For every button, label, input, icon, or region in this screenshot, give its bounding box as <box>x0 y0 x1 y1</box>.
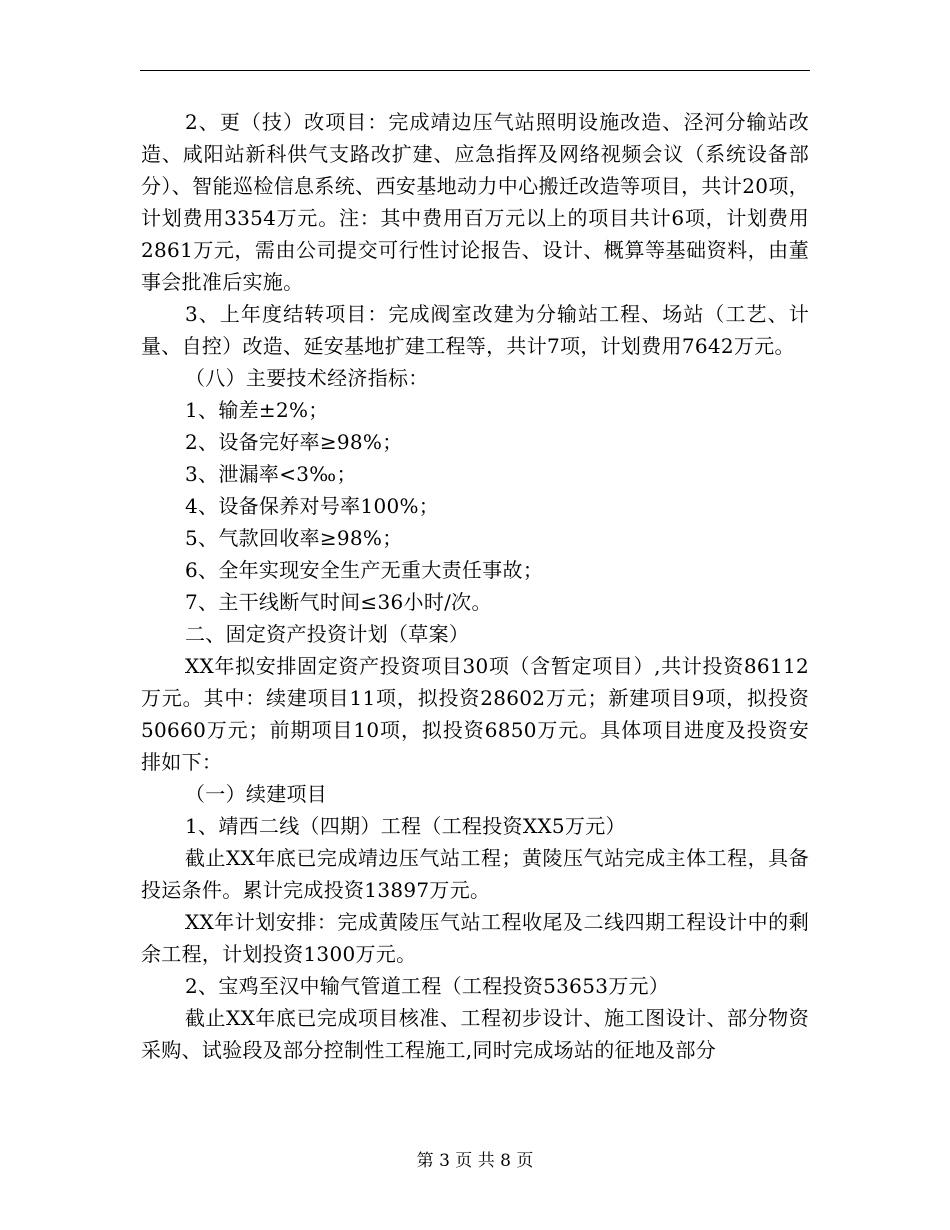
list-item-indicator-1: 1、输差±2%； <box>185 398 329 422</box>
paragraph-investment-summary: XX年拟安排固定资产投资项目30项（含暂定项目）,共计投资86112万元。其中：续建项目11项，拟投资28602万元；新建项目9项，拟投资50660万元；前期项目10项，拟投资6850万元。具体项目进度及投资安排如下： <box>141 654 809 774</box>
list-item-indicator-5: 5、气款回收率≥98%； <box>185 526 403 550</box>
header-rule <box>140 70 810 71</box>
list-item-indicator-7: 7、主干线断气时间≤36小时/次。 <box>185 590 492 614</box>
list-item-indicator-4: 4、设备保养对号率100%； <box>185 494 440 518</box>
paragraph-carryover-projects: 3、上年度结转项目：完成阀室改建为分输站工程、场站（工艺、计量、自控）改造、延安基地扩建工程等，共计7项，计划费用7642万元。 <box>141 302 809 358</box>
project-heading-baoji-hanzhong: 2、宝鸡至汉中输气管道工程（工程投资53653万元） <box>185 974 670 998</box>
paragraph-renovation-projects: 2、更（技）改项目：完成靖边压气站照明设施改造、泾河分输站改造、咸阳站新科供气支路改扩建、应急指挥及网络视频会议（系统设备部分）、智能巡检信息系统、西安基地动力中心搬迁改造等项目，共计20项，计划费用3354万元。注：其中费用百万元以上的项目共计6项，计划费用2861万元，需由公司提交可行性讨论报告、设计、概算等基础资料，由董事会批准后实施。 <box>141 110 809 294</box>
list-item-indicator-3: 3、泄漏率<3‰； <box>185 462 357 486</box>
project-heading-jingxi-line: 1、靖西二线（四期）工程（工程投资XX5万元） <box>185 814 626 838</box>
section-heading-indicators: （八）主要技术经济指标： <box>185 366 429 390</box>
page-number-footer: 第 3 页 共 8 页 <box>416 1151 534 1171</box>
paragraph-jingxi-progress: 截止XX年底已完成靖边压气站工程；黄陵压气站完成主体工程，具备投运条件。累计完成投资13897万元。 <box>141 846 809 902</box>
paragraph-baoji-progress: 截止XX年底已完成项目核准、工程初步设计、施工图设计、部分物资采购、试验段及部分控制性工程施工,同时完成场站的征地及部分 <box>141 1006 809 1062</box>
paragraph-jingxi-plan: XX年计划安排：完成黄陵压气站工程收尾及二线四期工程设计中的剩余工程，计划投资1300万元。 <box>141 910 809 966</box>
section-heading-fixed-assets: 二、固定资产投资计划（草案） <box>185 622 470 646</box>
list-item-indicator-6: 6、全年实现安全生产无重大责任事故； <box>185 558 544 582</box>
document-body <box>141 106 809 1066</box>
list-item-indicator-2: 2、设备完好率≥98%； <box>185 430 403 454</box>
subsection-heading-continuing-projects: （一）续建项目 <box>185 782 328 806</box>
